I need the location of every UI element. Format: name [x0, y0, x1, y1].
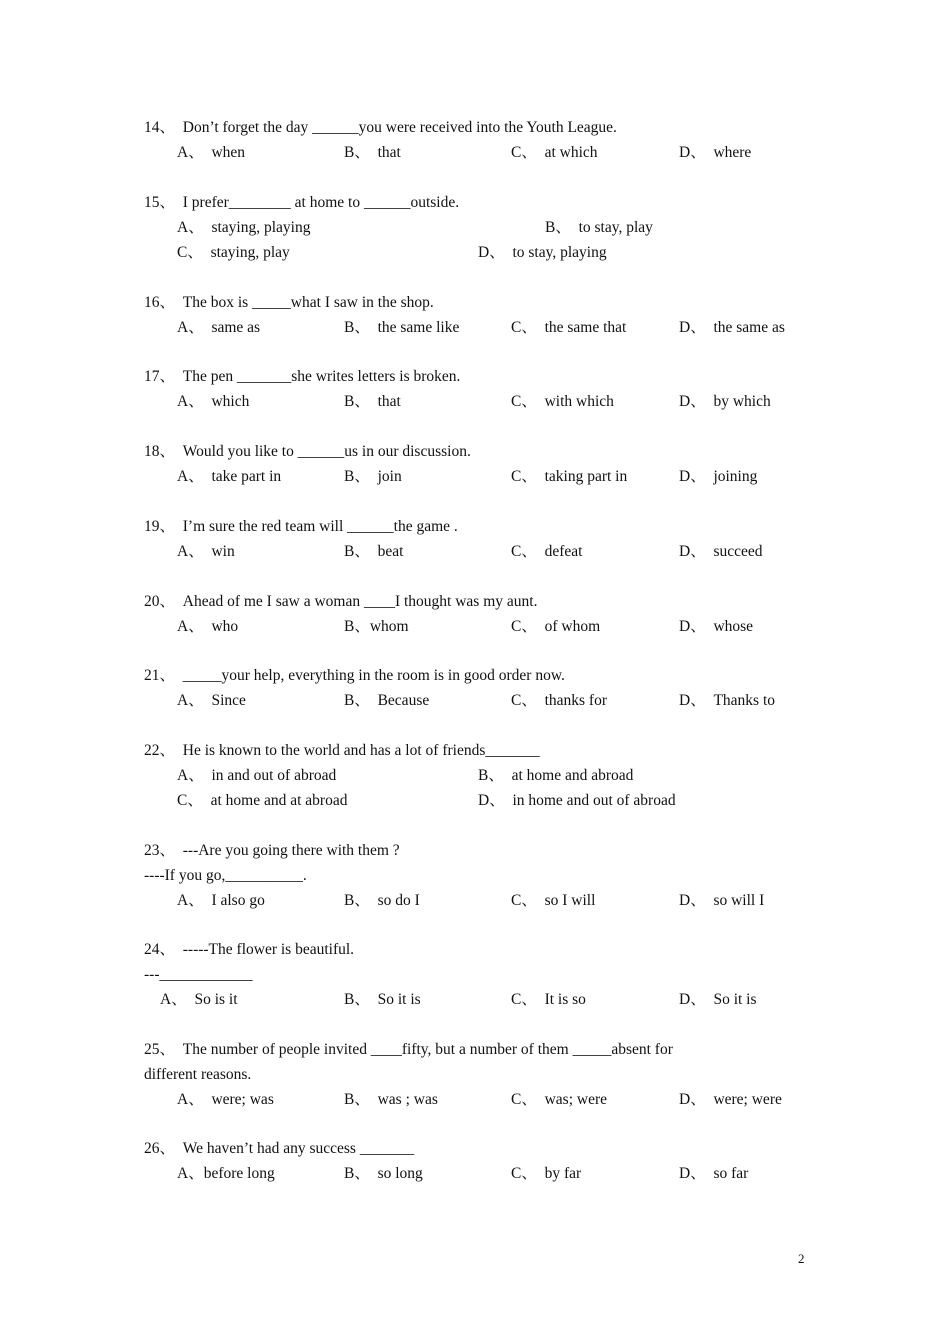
q24-option-a: A、 So is it	[160, 991, 238, 1008]
q22-option-d: D、 in home and out of abroad	[478, 792, 676, 809]
question-25-line-2: different reasons.	[144, 1066, 252, 1083]
q20-option-c: C、 of whom	[511, 618, 601, 635]
q18-option-c: C、 taking part in	[511, 468, 628, 485]
q22-option-a: A、 in and out of abroad	[177, 767, 337, 784]
q14-option-d: D、 where	[679, 144, 752, 161]
q21-option-b: B、 Because	[344, 692, 430, 709]
question-17: 17、 The pen _______she writes letters is broken.	[144, 368, 461, 385]
q25-option-a: A、 were; was	[177, 1091, 274, 1108]
question-20: 20、 Ahead of me I saw a woman ____I thought was my aunt.	[144, 593, 538, 610]
question-16: 16、 The box is _____what I saw in the shop.	[144, 294, 434, 311]
q16-option-d: D、 the same as	[679, 319, 785, 336]
q17-option-d: D、 by which	[679, 393, 771, 410]
q14-option-c: C、 at which	[511, 144, 598, 161]
question-19: 19、 I’m sure the red team will ______the game .	[144, 518, 458, 535]
q22-option-b: B、 at home and abroad	[478, 767, 634, 784]
q14-option-b: B、 that	[344, 144, 401, 161]
question-26: 26、 We haven’t had any success _______	[144, 1140, 415, 1157]
q23-option-c: C、 so I will	[511, 892, 596, 909]
q19-option-d: D、 succeed	[679, 543, 763, 560]
question-24-line-2: ---____________	[144, 966, 253, 983]
q18-option-a: A、 take part in	[177, 468, 282, 485]
q24-option-b: B、 So it is	[344, 991, 421, 1008]
q18-option-b: B、 join	[344, 468, 402, 485]
q16-option-c: C、 the same that	[511, 319, 627, 336]
q23-option-d: D、 so will I	[679, 892, 765, 909]
q26-option-d: D、 so far	[679, 1165, 749, 1182]
q25-option-d: D、 were; were	[679, 1091, 782, 1108]
q23-option-b: B、 so do I	[344, 892, 420, 909]
q15-option-b: B、 to stay, play	[545, 219, 653, 236]
question-15: 15、 I prefer________ at home to ______outside.	[144, 194, 460, 211]
q17-option-a: A、 which	[177, 393, 250, 410]
q25-option-b: B、 was ; was	[344, 1091, 438, 1108]
q14-option-a: A、 when	[177, 144, 246, 161]
q26-option-b: B、 so long	[344, 1165, 423, 1182]
q15-option-a: A、 staying, playing	[177, 219, 311, 236]
q20-option-d: D、 whose	[679, 618, 754, 635]
page-number: 2	[798, 1251, 805, 1266]
q19-option-a: A、 win	[177, 543, 235, 560]
question-21: 21、 _____your help, everything in the room is in good order now.	[144, 667, 565, 684]
q22-option-c: C、 at home and at abroad	[177, 792, 348, 809]
q15-option-c: C、 staying, play	[177, 244, 290, 261]
q16-option-a: A、 same as	[177, 319, 261, 336]
q25-option-c: C、 was; were	[511, 1091, 607, 1108]
q15-option-d: D、 to stay, playing	[478, 244, 607, 261]
q17-option-b: B、 that	[344, 393, 401, 410]
q19-option-c: C、 defeat	[511, 543, 583, 560]
question-25: 25、 The number of people invited ____fifty, but a number of them _____absent for	[144, 1041, 673, 1058]
q23-option-a: A、 I also go	[177, 892, 265, 909]
question-14: 14、 Don’t forget the day ______you were received into the Youth League.	[144, 119, 617, 136]
question-23-line-2: ----If you go,__________.	[144, 867, 307, 884]
question-18: 18、 Would you like to ______us in our discussion.	[144, 443, 471, 460]
q26-option-c: C、 by far	[511, 1165, 582, 1182]
question-22: 22、 He is known to the world and has a lot of friends_______	[144, 742, 540, 759]
q24-option-c: C、 It is so	[511, 991, 586, 1008]
q20-option-b: B、whom	[344, 618, 409, 635]
q24-option-d: D、 So it is	[679, 991, 757, 1008]
q16-option-b: B、 the same like	[344, 319, 460, 336]
q21-option-a: A、 Since	[177, 692, 246, 709]
q20-option-a: A、 who	[177, 618, 239, 635]
q26-option-a: A、before long	[177, 1165, 275, 1182]
question-24: 24、 -----The flower is beautiful.	[144, 941, 355, 958]
question-23: 23、 ---Are you going there with them ?	[144, 842, 400, 859]
q17-option-c: C、 with which	[511, 393, 614, 410]
q19-option-b: B、 beat	[344, 543, 404, 560]
q21-option-d: D、 Thanks to	[679, 692, 776, 709]
q18-option-d: D、 joining	[679, 468, 758, 485]
q21-option-c: C、 thanks for	[511, 692, 608, 709]
